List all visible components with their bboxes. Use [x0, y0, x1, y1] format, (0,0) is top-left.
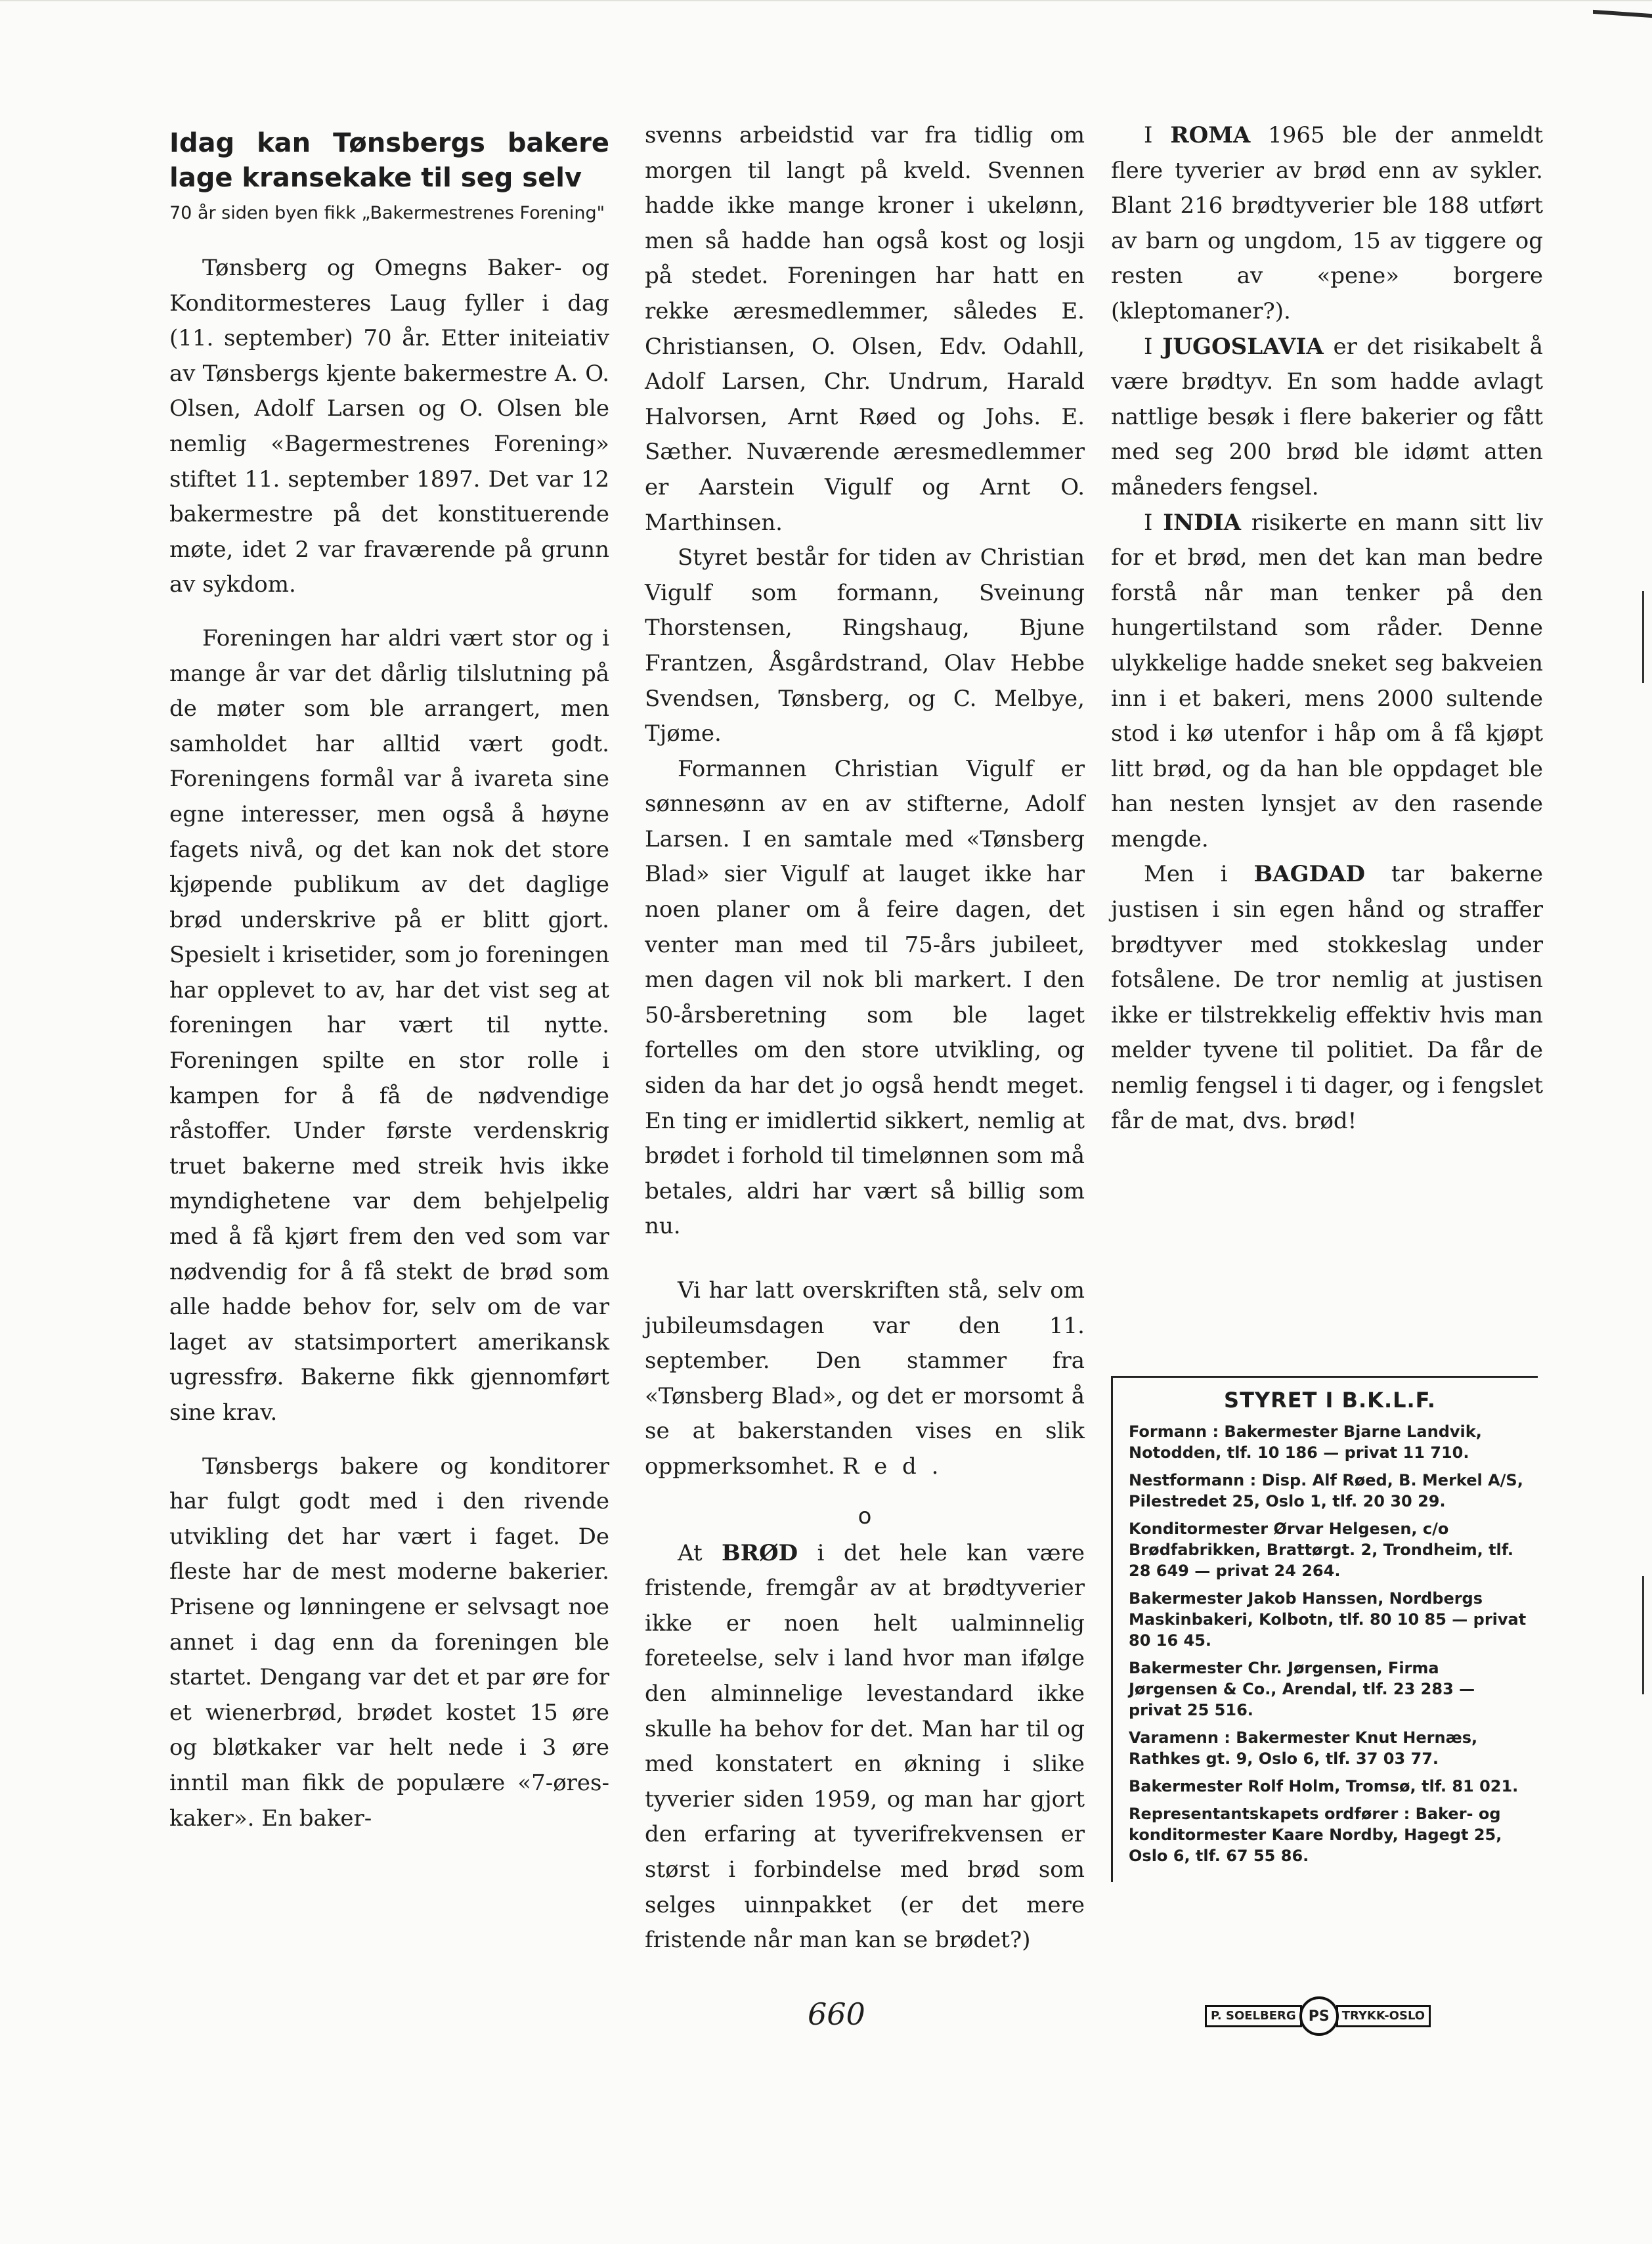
scan-edge-mark	[1642, 1576, 1644, 1694]
text: i det hele kan være fristende, fremgår av at brødtyverier ikke er noen helt ualminnelig foreteelse, selv i land hvor man ifølge den alminnelige levestandard ikke skulle ha behov for det. Man har til og med konstatert en økning i slike tyverier siden 1959, og man har gjort den erfaring at tyverifrekvensen er størst i forbindelse med brød som selges uinnpakket (er det mere fristende når man kan se brødet?)	[645, 1539, 1085, 1954]
bold-keyword: JUGOSLAVIA	[1162, 333, 1324, 360]
paragraph: Formannen Christian Vigulf er sønnesønn av en av stifterne, Adolf Larsen. I en samtale med «Tønsberg Blad» sier Vigulf at lauget ikke har noen planer om å feire dagen, det venter man med til 75-års jubileet, men dagen vil nok bli markert. I den 50-årsberetning som ble laget fortelles om den store utvikling, og siden da har det jo også hendt meget. En ting er imidlertid sikkert, nemlig at brødet i forhold til timelønnen som må betales, aldri har vært så billig som nu.	[645, 755, 1085, 1240]
bold-keyword: BAGDAD	[1253, 861, 1365, 888]
bold-keyword: BRØD	[722, 1539, 798, 1566]
paragraph-roma	[1111, 118, 1543, 330]
board-box	[1111, 1376, 1538, 1882]
text: Men i	[1144, 861, 1254, 888]
bold-keyword: ROMA	[1170, 122, 1251, 148]
board-item: Bakermester Jakob Hanssen, Nordbergs Maskinbakeri, Kolbotn, tlf. 80 10 85 — privat 80 16 45.	[1129, 1589, 1527, 1650]
paragraph: Styret består for tiden av Christian Vigulf som formann, Sveinung Thorstensen, Ringshaug, Bjune Frantzen, Åsgårdstrand, Olav Hebbe Svendsen, Tønsberg, og C. Melbye, Tjøme.	[645, 544, 1085, 747]
section-separator: o	[858, 1503, 872, 1529]
paragraph-jugoslavia	[1111, 330, 1543, 506]
printer-name: P. SOELBERG	[1205, 2005, 1302, 2027]
paragraph-bagdad	[1111, 857, 1543, 1139]
column-1	[169, 118, 609, 1836]
paragraph: svenns arbeidstid var fra tidlig om morgen til langt på kveld. Svennen hadde ikke mange kroner i ukelønn, men så hadde han også kost og losji på stedet. Foreningen har hatt en rekke æresmedlemmer, således E. Christiansen, O. Olsen, Edv. Odahll, Adolf Larsen, Chr. Undrum, Harald Halvorsen, Arnt Røed og Johs. E. Sæther. Nuværende æresmedlemmer er Aarstein Vigulf og Arnt O. Marthinsen.	[645, 122, 1085, 536]
page-number: 660	[808, 1996, 865, 2032]
printer-logo-icon: PS	[1299, 1996, 1339, 2036]
board-item: Konditormester Ørvar Helgesen, c/o Brødfabrikken, Brattørgt. 2, Trondheim, tlf. 28 649 — privat 24 264.	[1129, 1520, 1514, 1580]
board-item: Nestformann : Disp. Alf Røed, B. Merkel A/S, Pilestredet 25, Oslo 1, tlf. 20 30 29.	[1129, 1471, 1523, 1510]
article-subheading: 70 år siden byen fikk „Bakermestrenes Forening"	[169, 203, 605, 223]
board-item: Bakermester Rolf Holm, Tromsø, tlf. 81 021.	[1129, 1777, 1519, 1795]
scan-edge-mark	[1642, 591, 1644, 683]
board-title: STYRET I B.K.L.F.	[1224, 1388, 1436, 1413]
text: I	[1144, 509, 1163, 536]
paragraph: Tønsberg og Omegns Baker- og Konditormesteres Laug fyller i dag (11. september) 70 år. Etter initeiativ av Tønsbergs kjente bakermestre A. O. Olsen, Adolf Larsen og O. Olsen ble nemlig «Bagermestrenes Forening» stiftet 11. september 1897. Det var 12 bakermestre på det konstituerende møte, idet 2 var fraværende på grunn av sykdom.	[169, 255, 609, 598]
text: 1965 ble der anmeldt flere tyverier av brød enn av sykler. Blant 216 brødtyverier ble 188 utført av barn og ungdom, 15 av tiggere og resten av «pene» borgere (kleptomaner?).	[1111, 122, 1543, 324]
paragraph: Foreningen har aldri vært stor og i mange år var det dårlig tilslutning på de møter som ble arrangert, men samholdet har alltid vært godt. Foreningens formål var å ivareta sine egne interesser, men også å høyne fagets nivå, og det kan nok det store kjøpende publikum av det daglige brød underskrive på er blitt gjort. Spesielt i krisetider, som jo foreningen har opplevet to av, har det vist seg at foreningen har vært til nytte. Foreningen spilte en stor rolle i kampen for å få de nødvendige råstoffer. Under første verdenskrig truet bakerne med streik hvis ikke myndighetene var dem behjelpelig med å få kjørt frem den ved som var nødvendig for å få stekt de brød som alle hadde behov for, selv om de var laget av statsimportert amerikansk ugressfrø. Bakerne fikk gjennomført sine krav.	[169, 625, 609, 1426]
paragraph: Tønsbergs bakere og konditorer har fulgt godt med i den rivende utvikling det har vært i faget. De fleste har de mest moderne bakerier. Prisene og lønningene er selvsagt noe annet i dag enn da foreningen ble startet. Dengang var det et par øre for et wienerbrød, brødet kostet 15 øre og bløtkaker var helt nede i 3 øre inntil man fikk de populære «7-øres-kaker». En baker-	[169, 1453, 609, 1832]
text: tar bakerne justisen i sin egen hånd og straffer brødtyver med stokkeslag under fotsålene. De tror nemlig at justisen ikke er tilstrekkelig effektiv hvis man melder tyvene til politiet. Da får de nemlig fengsel i ti dager, og i fengslet får de mat, dvs. brød!	[1111, 861, 1543, 1134]
text: At	[678, 1539, 722, 1566]
column-3	[1111, 118, 1543, 1139]
editor-note-text: Vi har latt overskriften stå, selv om jubileumsdagen var den 11. september. Den stammer fra «Tønsberg Blad», og det er morsomt å se at bakerstanden vises en slik oppmerksomhet.	[645, 1277, 1085, 1480]
board-item: Bakermester Chr. Jørgensen, Firma Jørgensen & Co., Arendal, tlf. 23 283 — privat 25 516.	[1129, 1659, 1475, 1719]
printer-mark	[1205, 2003, 1431, 2029]
text: I	[1144, 122, 1171, 148]
editor-signature: R e d .	[842, 1453, 943, 1480]
editor-note	[645, 1273, 1085, 1485]
text: I	[1144, 333, 1163, 360]
board-item: Varamenn : Bakermester Knut Hernæs, Rathkes gt. 9, Oslo 6, tlf. 37 03 77.	[1129, 1728, 1478, 1768]
board-item: Formann : Bakermester Bjarne Landvik, Notodden, tlf. 10 186 — privat 11 710.	[1129, 1422, 1482, 1462]
board-item: Representantskapets ordfører : Baker- og konditormester Kaare Nordby, Hagegt 25, Oslo 6, tlf. 67 55 86.	[1129, 1805, 1502, 1865]
column-2	[645, 118, 1085, 1958]
bold-keyword: INDIA	[1163, 509, 1241, 536]
paragraph-bread-theft	[645, 1536, 1085, 1958]
text: er det risikabelt å være brødtyv. En som hadde avlagt nattlige besøk i flere bakerier og fått med seg 200 brød ble idømt atten måneders fengsel.	[1111, 333, 1543, 500]
article-headline: Idag kan Tønsbergs bakere lage kransekake til seg selv	[169, 128, 609, 193]
printer-city: TRYKK-OSLO	[1336, 2005, 1431, 2027]
paragraph-india	[1111, 506, 1543, 858]
text: risikerte en mann sitt liv for et brød, men det kan man bedre forstå når man tenker på den hungertilstand som råder. Denne ulykkelige hadde sneket seg bakveien inn i et bakeri, mens 2000 sultende stod i kø utenfor i håp om å få kjøpt litt brød, og da han ble oppdaget ble han nesten lynsjet av den rasende mengde.	[1111, 509, 1543, 852]
